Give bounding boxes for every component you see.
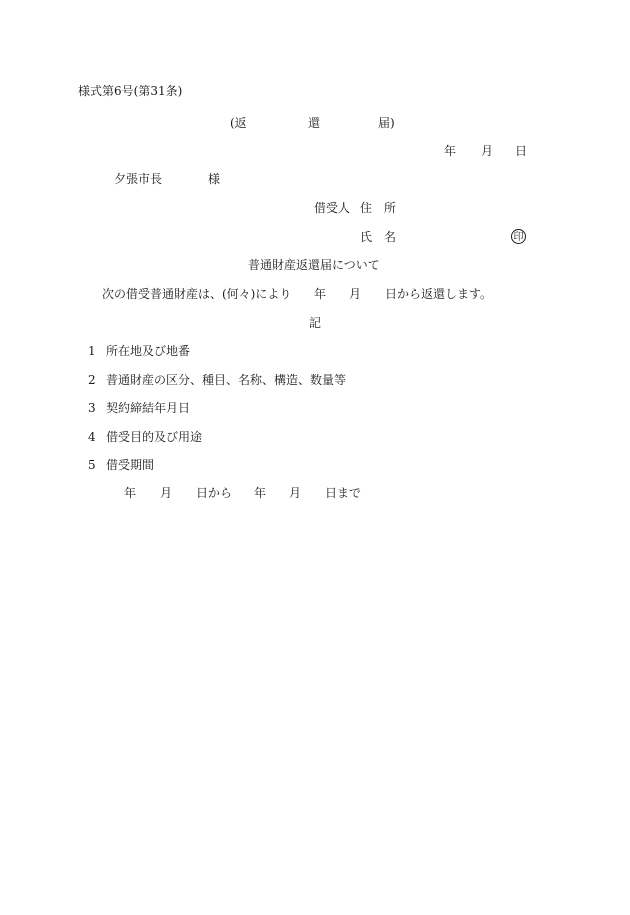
item-number: 5: [88, 458, 96, 472]
form-number: 様式第6号(第31条): [78, 84, 183, 98]
item-number: 2: [88, 373, 96, 387]
period-from: 日から: [196, 486, 233, 500]
item-number: 4: [88, 430, 96, 444]
body-lead: 次の借受普通財産は、(何々)により: [102, 287, 292, 301]
ki-heading: 記: [309, 316, 322, 330]
doc-type-open: (返: [230, 116, 247, 130]
date-month: 月: [481, 144, 494, 158]
date-day: 日: [515, 144, 528, 158]
item-text: 借受期間: [106, 458, 155, 472]
borrower-address-label: 住 所: [360, 201, 397, 215]
doc-type-char-1: 還: [308, 116, 321, 130]
period-year-end: 年: [254, 486, 267, 500]
body-year: 年: [314, 287, 327, 301]
doc-type-char-2: 届): [378, 116, 395, 130]
seal-mark: 印: [511, 229, 526, 244]
period-month-start: 月: [160, 486, 173, 500]
addressee-honorific: 様: [208, 172, 221, 186]
item-number: 1: [88, 344, 96, 358]
item-text: 普通財産の区分、種目、名称、構造、数量等: [106, 373, 347, 387]
subject-title: 普通財産返還届について: [248, 258, 380, 272]
period-to: 日まで: [325, 486, 362, 500]
item-text: 借受目的及び用途: [106, 430, 203, 444]
item-text: 契約締結年月日: [106, 401, 191, 415]
body-tail: 日から返還します。: [385, 287, 493, 301]
borrower-label: 借受人: [314, 201, 351, 215]
addressee-name: 夕張市長: [114, 172, 163, 186]
body-month: 月: [349, 287, 362, 301]
date-year: 年: [444, 144, 457, 158]
item-number: 3: [88, 401, 96, 415]
period-month-end: 月: [289, 486, 302, 500]
period-year-start: 年: [124, 486, 137, 500]
item-text: 所在地及び地番: [106, 344, 191, 358]
borrower-name-label: 氏 名: [360, 230, 397, 244]
